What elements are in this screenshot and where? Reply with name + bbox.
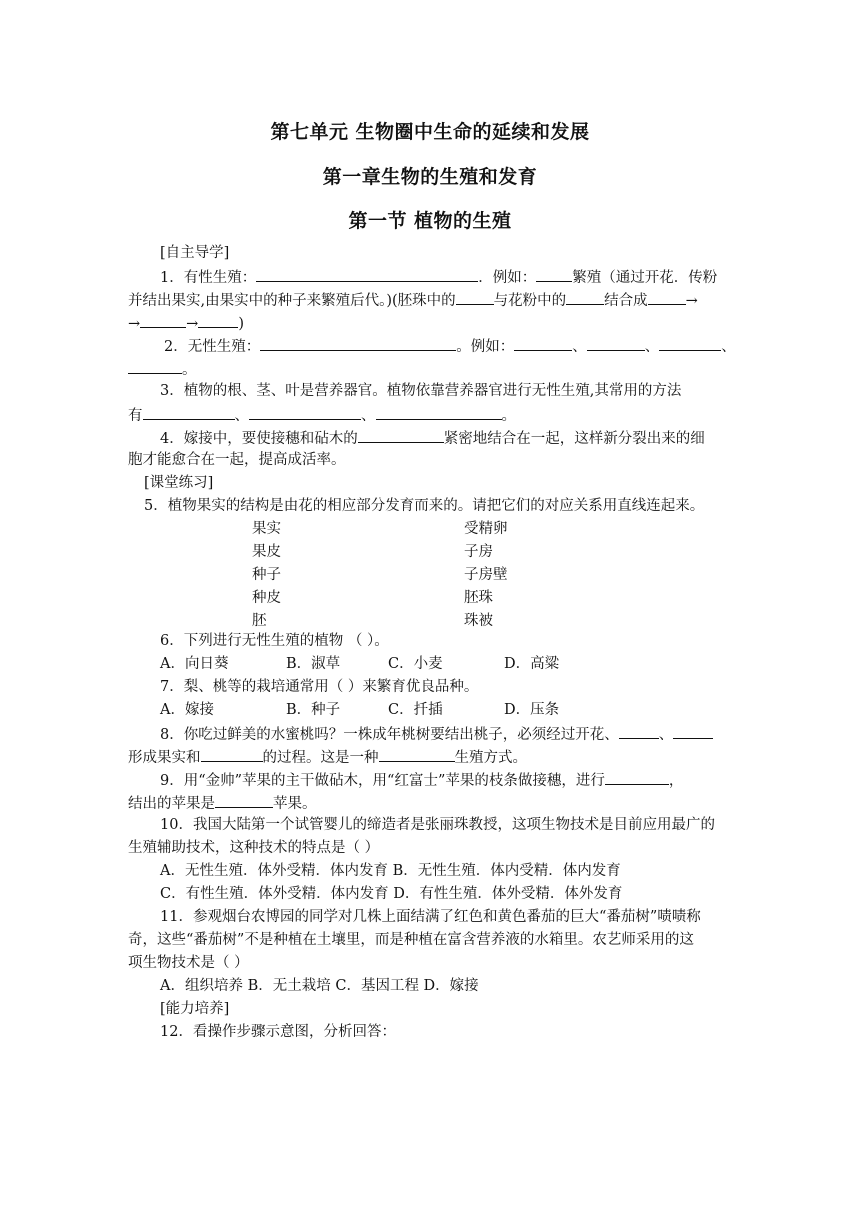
question-8-line-2: 形成果实和 的过程。这是一种 生殖方式。 xyxy=(128,745,527,769)
question-10-options-2[interactable]: C．有性生殖．体外受精．体内发育 D．有性生殖．体外受精．体外发育 xyxy=(160,886,623,902)
question-6-options xyxy=(160,653,559,675)
question-11-line-2: 奇，这些“番茄树”不是种植在土壤里，而是种植在富含营养液的水箱里。农艺师采用的这 xyxy=(128,932,694,948)
question-3-line-1: 3．植物的根、茎、叶是营养器官。植物依靠营养器官进行无性生殖,其常用的方法 xyxy=(160,383,682,399)
question-10-line-1: 10．我国大陆第一个试管婴儿的缔造者是张丽珠教授，这项生物技术是目前应用最广的 xyxy=(160,817,715,833)
question-7: 7．梨、桃等的栽培通常用（ ）来繁育优良品种。 xyxy=(160,679,479,695)
question-4-line-2: 胞才能愈合在一起，提高成活率。 xyxy=(128,452,346,468)
blank[interactable] xyxy=(128,357,182,374)
list-item[interactable]: 种子 xyxy=(252,567,281,583)
question-1-line-3: → → ) xyxy=(128,311,244,335)
question-2-line-2: 。 xyxy=(128,357,197,381)
list-item[interactable]: 胚 xyxy=(252,613,267,629)
blank[interactable] xyxy=(659,334,721,351)
question-3-line-2: 有 、 、 。 xyxy=(128,403,516,427)
question-11-line-1: 11．参观烟台农博园的同学对几株上面结满了红色和黄色番茄的巨大“番茄树”啧啧称 xyxy=(160,909,701,925)
list-item[interactable]: 珠被 xyxy=(464,613,493,629)
question-1-line-1: 1．有性生殖： ．例如： 繁殖（通过开花．传粉 xyxy=(160,265,717,289)
list-item[interactable]: 受精卵 xyxy=(464,521,508,537)
question-11-options[interactable]: A．组织培养 B．无土栽培 C．基因工程 D．嫁接 xyxy=(160,978,479,994)
blank[interactable] xyxy=(198,311,238,328)
question-12: 12．看操作步骤示意图，分析回答： xyxy=(160,1024,396,1040)
blank[interactable] xyxy=(358,426,444,443)
ability-heading: [能力培养] xyxy=(160,1001,230,1017)
unit-title: 第七单元 生物圈中生命的延续和发展 xyxy=(270,121,590,143)
blank[interactable] xyxy=(379,745,455,762)
blank[interactable] xyxy=(619,722,659,739)
option-c[interactable]: C．小麦 xyxy=(388,656,443,672)
chapter-title: 第一章生物的生殖和发育 xyxy=(322,166,538,188)
blank[interactable] xyxy=(587,334,645,351)
option-c[interactable]: C．扦插 xyxy=(388,702,443,718)
blank[interactable] xyxy=(376,403,502,420)
arrow-icon: → xyxy=(685,293,698,309)
question-10-options-1[interactable]: A．无性生殖．体外受精．体内发育 B．无性生殖．体内受精．体内发育 xyxy=(160,863,621,879)
list-item[interactable]: 果皮 xyxy=(252,544,281,560)
list-item[interactable]: 胚珠 xyxy=(464,590,493,606)
blank[interactable] xyxy=(201,745,263,762)
question-10-line-2: 生殖辅助技术，这种技术的特点是（ ） xyxy=(128,840,380,856)
list-item[interactable]: 果实 xyxy=(252,521,281,537)
question-4-line-1: 4．嫁接中，要使接穗和砧木的 紧密地结合在一起，这样新分裂出来的细 xyxy=(160,426,705,450)
question-8-line-1: 8．你吃过鲜美的水蜜桃吗？一株成年桃树要结出桃子，必须经过开花、 、 xyxy=(160,722,713,746)
list-item[interactable]: 子房 xyxy=(464,544,493,560)
question-9-line-2: 结出的苹果是 苹果。 xyxy=(128,791,317,815)
blank[interactable] xyxy=(514,334,572,351)
question-9-line-1: 9．用“金帅”苹果的主干做砧木，用“红富士”苹果的枝条做接穗，进行 ， xyxy=(160,768,683,792)
arrow-icon: → xyxy=(186,316,199,332)
blank[interactable] xyxy=(260,334,456,351)
blank[interactable] xyxy=(605,768,669,785)
section-title: 第一节 植物的生殖 xyxy=(348,210,512,232)
blank[interactable] xyxy=(648,288,686,305)
option-d[interactable]: D．压条 xyxy=(504,702,560,718)
list-item[interactable]: 种皮 xyxy=(252,590,281,606)
question-2-line-1: 2．无性生殖： 。例如： 、 、 、 xyxy=(164,334,736,358)
blank[interactable] xyxy=(566,288,604,305)
option-d[interactable]: D．高粱 xyxy=(504,656,560,672)
blank[interactable] xyxy=(143,403,235,420)
option-a[interactable]: A．嫁接 xyxy=(160,702,214,718)
q5-right-column xyxy=(464,518,508,633)
option-a[interactable]: A．向日葵 xyxy=(160,656,229,672)
blank[interactable] xyxy=(249,403,361,420)
blank[interactable] xyxy=(215,791,273,808)
question-5: 5．植物果实的结构是由花的相应部分发育而来的。请把它们的对应关系用直线连起来。 xyxy=(144,498,705,514)
question-11-line-3: 项生物技术是（ ） xyxy=(128,955,249,971)
option-b[interactable]: B．淑草 xyxy=(286,656,341,672)
question-6: 6．下列进行无性生殖的植物 （ ）。 xyxy=(160,633,389,649)
blank[interactable] xyxy=(536,265,572,282)
question-1-line-2: 并结出果实,由果实中的种子来繁殖后代。)(胚珠中的 与花粉中的 结合成 → xyxy=(128,288,698,312)
blank[interactable] xyxy=(673,722,713,739)
self-study-heading: [自主导学] xyxy=(160,245,230,261)
blank[interactable] xyxy=(140,311,186,328)
blank[interactable] xyxy=(256,265,478,282)
blank[interactable] xyxy=(456,288,494,305)
question-7-options xyxy=(160,699,559,721)
q5-left-column xyxy=(252,518,281,633)
option-b[interactable]: B．种子 xyxy=(286,702,341,718)
arrow-icon: → xyxy=(128,316,141,332)
list-item[interactable]: 子房壁 xyxy=(464,567,508,583)
class-practice-heading: [课堂练习] xyxy=(144,475,214,491)
